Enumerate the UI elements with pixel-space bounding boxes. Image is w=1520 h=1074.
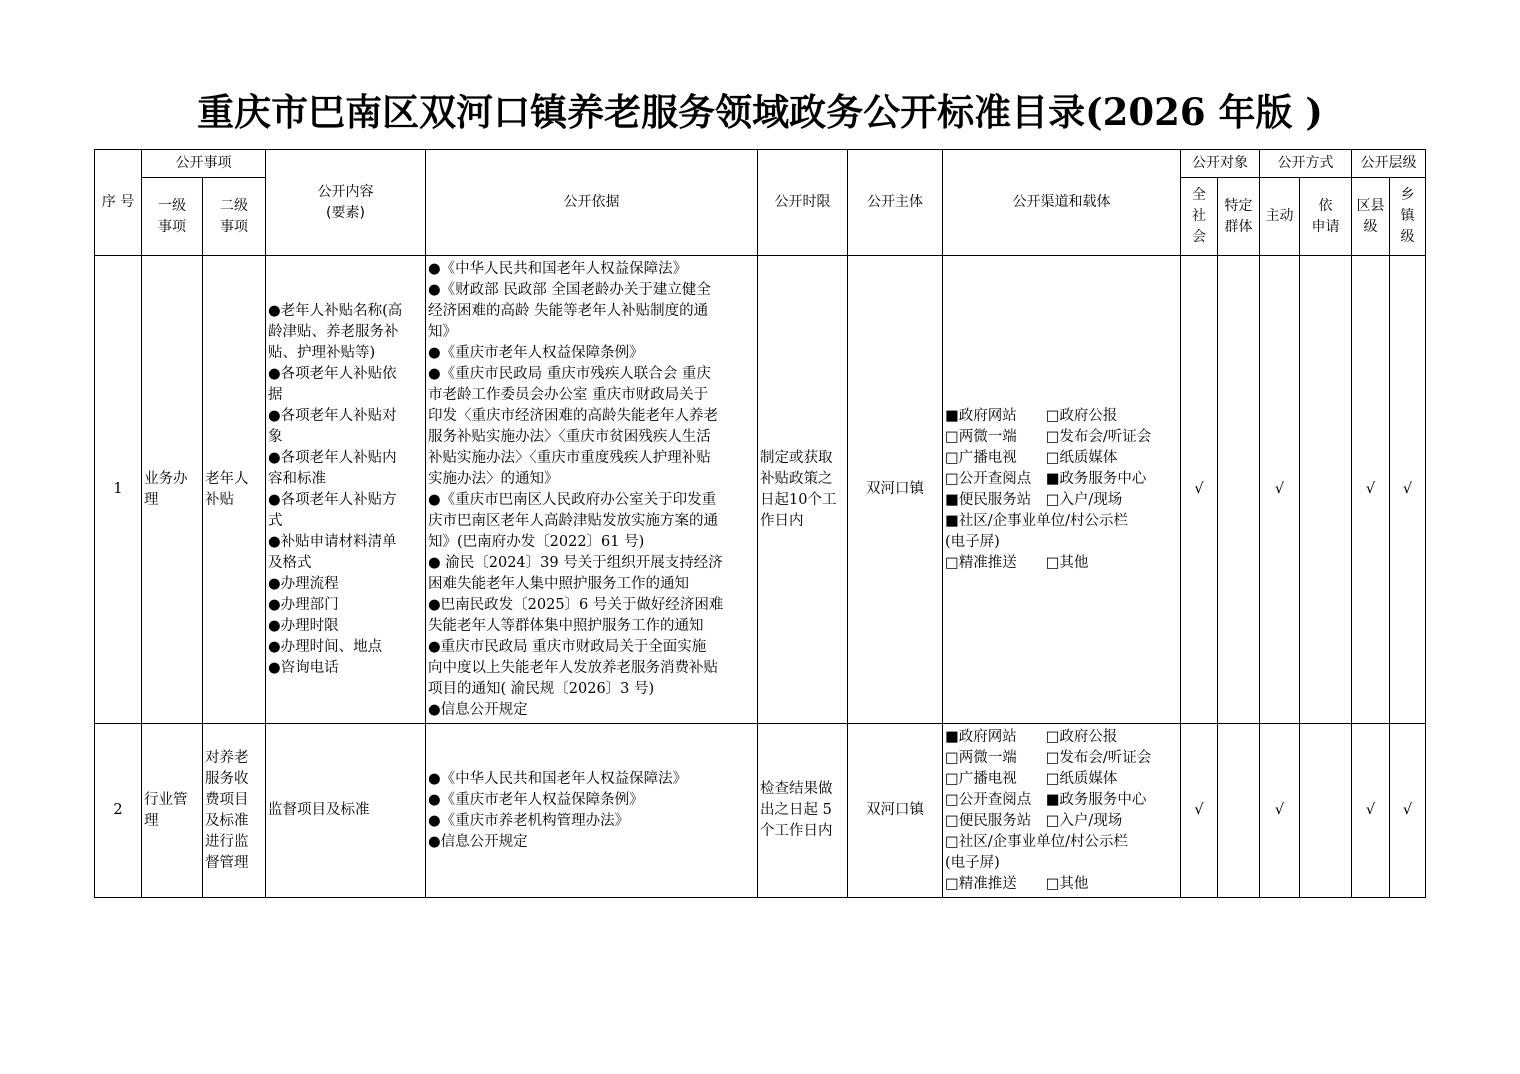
row-time-limit: 制定或获取 补贴政策之 日起10个工 作日内 <box>758 256 848 724</box>
header-method-group: 公开方式 <box>1260 150 1352 178</box>
header-method-apply: 依 申请 <box>1300 178 1352 256</box>
row-subject: 双河口镇 <box>848 724 943 898</box>
row-method-apply <box>1300 256 1352 724</box>
row-level-county: √ <box>1352 724 1390 898</box>
header-level-county: 区县 级 <box>1352 178 1390 256</box>
header-target-all: 全 社 会 <box>1181 178 1218 256</box>
header-channel: 公开渠道和载体 <box>943 150 1181 256</box>
row-content: ●老年人补贴名称(高 龄津贴、养老服务补 贴、护理补贴等) ●各项老年人补贴依 据 ●各项老年人补贴对 象 ●各项老年人补贴内 容和标准 ●各项老年人补贴方 式 ●补贴申请材料清单 及格式 ●办理流程 ●办理部门 ●办理时限 ●办理时间、地点 ●咨询电话 <box>266 256 426 724</box>
row-channel: ■政府网站 □政府公报 □两微一端 □发布会/听证会 □广播电视 □纸质媒体 □公开查阅点 ■政务服务中心 □便民服务站 □入户/现场 □社区/企事业单位/村公示栏 (电子屏) □精准推送 □其他 <box>943 724 1181 898</box>
row-target-specific <box>1218 724 1260 898</box>
row-basis: ●《中华人民共和国老年人权益保障法》 ●《重庆市老年人权益保障条例》 ●《重庆市养老机构管理办法》 ●信息公开规定 <box>426 724 758 898</box>
header-item-group: 公开事项 <box>142 150 266 178</box>
row-subject: 双河口镇 <box>848 256 943 724</box>
header-method-active: 主动 <box>1260 178 1300 256</box>
header-level-group: 公开层级 <box>1352 150 1426 178</box>
table-row <box>95 256 1426 724</box>
row-level-county: √ <box>1352 256 1390 724</box>
row-level-town: √ <box>1390 256 1426 724</box>
header-time-limit: 公开时限 <box>758 150 848 256</box>
row-method-apply <box>1300 724 1352 898</box>
table-row <box>95 724 1426 898</box>
row-time-limit: 检查结果做 出之日起 5 个工作日内 <box>758 724 848 898</box>
row-seq: 2 <box>95 724 142 898</box>
row-level1: 行业管 理 <box>142 724 203 898</box>
header-content: 公开内容 (要素) <box>266 150 426 256</box>
header-target-group: 公开对象 <box>1181 150 1260 178</box>
header-level2: 二级 事项 <box>203 178 266 256</box>
row-channel: ■政府网站 □政府公报 □两微一端 □发布会/听证会 □广播电视 □纸质媒体 □公开查阅点 ■政务服务中心 ■便民服务站 □入户/现场 ■社区/企事业单位/村公示栏 (电子屏) □精准推送 □其他 <box>943 256 1181 724</box>
header-level1: 一级 事项 <box>142 178 203 256</box>
row-content: 监督项目及标准 <box>266 724 426 898</box>
row-basis: ●《中华人民共和国老年人权益保障法》 ●《财政部 民政部 全国老龄办关于建立健全 经济困难的高龄 失能等老年人补贴制度的通 知》 ●《重庆市老年人权益保障条例》 ●《重庆市民政局 重庆市残疾人联合会 重庆 市老龄工作委员会办公室 重庆市财政局关于 印发〈重庆市经济困难的高龄失能老年人养老 服务补贴实施办法〉〈重庆市贫困残疾人生活 补贴实施办法〉〈重庆市重度残疾人护理补贴 实施办法〉的通知》 ●《重庆市巴南区人民政府办公室关于印发重 庆市巴南区老年人高龄津贴发放实施方案的通 知》(巴南府办发〔2022〕61 号) ● 渝民〔2024〕39 号关于组织开展支持经济 困难失能老年人集中照护服务工作的通知 ●巴南民政发〔2025〕6 号关于做好经济困难 失能老年人等群体集中照护服务工作的通知 ●重庆市民政局 重庆市财政局关于全面实施 向中度以上失能老年人发放养老服务消费补贴 项目的通知( 渝民规〔2026〕3 号) ●信息公开规定 <box>426 256 758 724</box>
header-subject: 公开主体 <box>848 150 943 256</box>
row-level-town: √ <box>1390 724 1426 898</box>
row-target-all: √ <box>1181 256 1218 724</box>
row-level2: 老年人 补贴 <box>203 256 266 724</box>
header-seq: 序 号 <box>95 150 142 256</box>
header-target-specific: 特定 群体 <box>1218 178 1260 256</box>
row-method-active: √ <box>1260 256 1300 724</box>
row-level1: 业务办 理 <box>142 256 203 724</box>
row-level2: 对养老 服务收 费项目 及标准 进行监 督管理 <box>203 724 266 898</box>
header-level-town: 乡 镇 级 <box>1390 178 1426 256</box>
page-title: 重庆市巴南区双河口镇养老服务领域政务公开标准目录(2026 年版 ) <box>197 90 1323 134</box>
header-basis: 公开依据 <box>426 150 758 256</box>
row-target-specific <box>1218 256 1260 724</box>
row-method-active: √ <box>1260 724 1300 898</box>
catalog-table <box>94 149 1426 898</box>
row-target-all: √ <box>1181 724 1218 898</box>
row-seq: 1 <box>95 256 142 724</box>
